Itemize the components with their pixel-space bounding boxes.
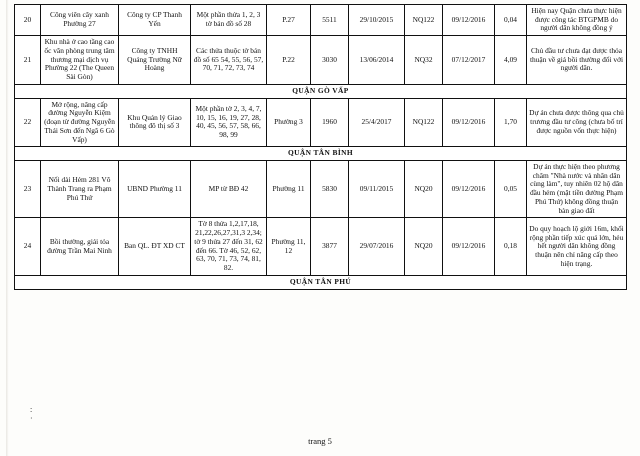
cell-area: 5830 [311, 161, 349, 218]
table-row [15, 36, 627, 85]
cell-parcel: Tờ 8 thửa 1,2,17,18, 21,22,26,27,31,3 2,34; tờ 9 thửa 27 đến 31, 62 đến 66. Tờ 46, 52, 62, 63, 70, 71, 73, 74, 81, 82. [191, 218, 267, 275]
table-row [15, 5, 627, 36]
cell-date2: 09/12/2016 [443, 98, 495, 147]
margin-mark-2: · [30, 414, 33, 423]
cell-no: 24 [15, 218, 41, 275]
cell-date1: 13/06/2014 [349, 36, 405, 85]
cell-date2: 09/12/2016 [443, 161, 495, 218]
table-section-row [15, 275, 627, 289]
table-body [15, 5, 627, 290]
cell-ward: Phường 11 [267, 161, 311, 218]
cell-date1: 29/07/2016 [349, 218, 405, 275]
cell-area: 3877 [311, 218, 349, 275]
cell-note: Hiện nay Quận chưa thực hiện được công tác BTGPMB do người dân không đồng ý [527, 5, 627, 36]
cell-owner: Khu Quản lý Giao thông đô thị số 3 [119, 98, 191, 147]
cell-date1: 29/10/2015 [349, 5, 405, 36]
cell-number: 0,18 [495, 218, 527, 275]
cell-project: Nối dài Hẻm 281 Võ Thành Trang ra Phạm Phú Thứ [41, 161, 119, 218]
cell-owner: Công ty TNHH Quảng Trường Nữ Hoàng [119, 36, 191, 85]
cell-project: Công viên cây xanh Phường 27 [41, 5, 119, 36]
cell-ward: Phường 11, 12 [267, 218, 311, 275]
cell-no: 22 [15, 98, 41, 147]
cell-parcel: Một phần tờ 2, 3, 4, 7, 10, 15, 16, 19, 27, 28, 40, 45, 56, 57, 58, 66, 98, 99 [191, 98, 267, 147]
cell-parcel: Một phần thửa 1, 2, 3 tờ bản đồ số 28 [191, 5, 267, 36]
cell-number: 1,70 [495, 98, 527, 147]
cell-note: Do quy hoạch lộ giới 16m, khổi rộng phần tiếp xúc quá lớn, hẻu hết người dân không đồng thuận nên chỉ năng cấp theo hiện trạng. [527, 218, 627, 275]
section-heading: QUẬN TÂN PHÚ [15, 275, 627, 289]
cell-date2: 09/12/2016 [443, 218, 495, 275]
cell-project: Bồi thường, giải tỏa đường Trần Mai Ninh [41, 218, 119, 275]
cell-note: Dự án thực hiện theo phương châm "Nhà nước và nhân dân cùng làm", tuy nhiên 02 hộ dân đầu hẻm (mặt tiền đường Phạm Phú Thứ) không đồng thuận bàn giao đất [527, 161, 627, 218]
table-section-row [15, 84, 627, 98]
cell-area: 1960 [311, 98, 349, 147]
cell-note: Dự án chưa được thông qua chủ trương đầu tư công (chưa bố trí được nguồn vốn thực hiện) [527, 98, 627, 147]
cell-number: 0,04 [495, 5, 527, 36]
cell-code: NQ122 [405, 5, 443, 36]
section-heading: QUẬN GÒ VẤP [15, 84, 627, 98]
cell-project: Khu nhà ở cao tầng cao ốc văn phòng trung tâm thương mại dịch vụ Phường 22 (The Queen Sài Gòn) [41, 36, 119, 85]
cell-note: Chủ đầu tư chưa đạt được thỏa thuận về giá bồi thường đối với người dân. [527, 36, 627, 85]
cell-ward: P.27 [267, 5, 311, 36]
page-number: trang 5 [308, 436, 332, 446]
cell-owner: UBND Phường 11 [119, 161, 191, 218]
margin-mark-1: : [30, 405, 33, 414]
cell-area: 5511 [311, 5, 349, 36]
cell-ward: P.22 [267, 36, 311, 85]
cell-owner: Ban QL. ĐT XD CT [119, 218, 191, 275]
cell-no: 23 [15, 161, 41, 218]
section-heading: QUẬN TÂN BÌNH [15, 147, 627, 161]
cell-date2: 07/12/2017 [443, 36, 495, 85]
cell-code: NQ20 [405, 161, 443, 218]
cell-number: 4,09 [495, 36, 527, 85]
cell-project: Mở rộng, nâng cấp đường Nguyễn Kiệm (đoạn từ đường Nguyễn Thái Sơn đến Ngã 6 Gò Vấp) [41, 98, 119, 147]
cell-ward: Phường 3 [267, 98, 311, 147]
cell-code: NQ20 [405, 218, 443, 275]
cell-date1: 09/11/2015 [349, 161, 405, 218]
table-row [15, 161, 627, 218]
cell-parcel: MP từ BĐ 42 [191, 161, 267, 218]
cell-date2: 09/12/2016 [443, 5, 495, 36]
cell-code: NQ32 [405, 36, 443, 85]
table-row [15, 98, 627, 147]
cell-no: 21 [15, 36, 41, 85]
cell-number: 0,05 [495, 161, 527, 218]
cell-date1: 25/4/2017 [349, 98, 405, 147]
cell-owner: Công ty CP Thanh Yến [119, 5, 191, 36]
cell-code: NQ122 [405, 98, 443, 147]
table-section-row [15, 147, 627, 161]
cell-parcel: Các thửa thuộc tờ bản đồ số 65 54, 55, 56, 57, 70, 71, 72, 73, 74 [191, 36, 267, 85]
cell-no: 20 [15, 5, 41, 36]
page-edge-shadow [6, 0, 9, 456]
land-projects-table [14, 4, 627, 290]
cell-area: 3030 [311, 36, 349, 85]
table-row [15, 218, 627, 275]
